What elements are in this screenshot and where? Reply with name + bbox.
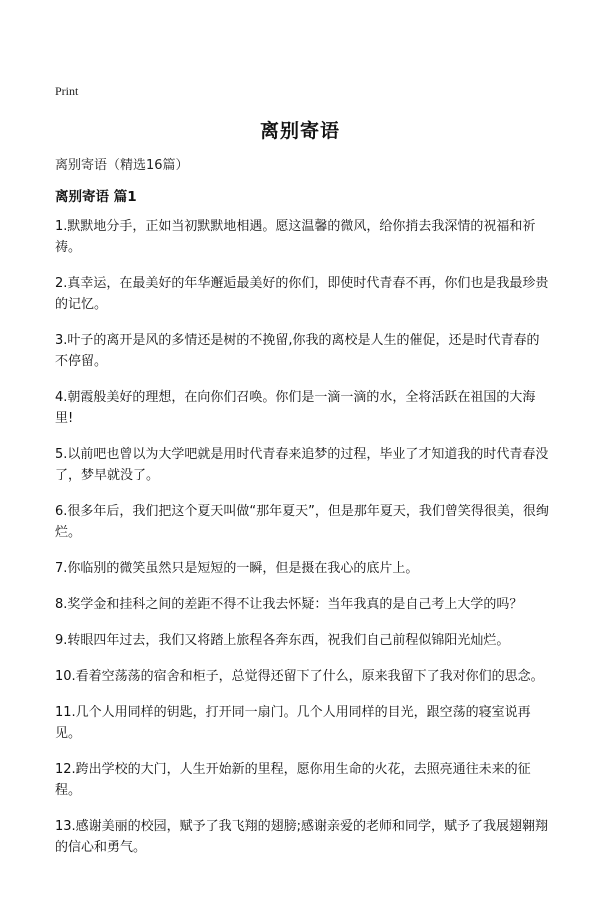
entry-item: 5.以前吧也曾以为大学吧就是用时代青春来追梦的过程，毕业了才知道我的时代青春没了，梦早就没了。	[55, 447, 549, 483]
entry-item: 10.看着空荡荡的宿舍和柜子，总觉得还留下了什么，原来我留下了我对你们的思念。	[55, 669, 544, 684]
entry-item: 1.默默地分手，正如当初默默地相遇。愿这温馨的微风，给你捎去我深情的祝福和祈祷。	[55, 219, 536, 255]
entry-item: 12.跨出学校的大门，人生开始新的里程，愿你用生命的火花，去照亮通往未来的征程。	[55, 762, 531, 798]
entry-list	[55, 216, 550, 873]
entry-item: 4.朝霞般美好的理想，在向你们召唤。你们是一滴一滴的水，全将活跃在祖国的大海里!	[55, 390, 536, 426]
entry-item: 3.叶子的离开是风的多情还是树的不挽留,你我的离校是人生的催促，还是时代青春的不停留。	[55, 333, 540, 369]
print-label: Print	[55, 84, 79, 98]
document-subtitle: 离别寄语（精选16篇）	[55, 158, 189, 173]
document-title: 离别寄语	[259, 120, 340, 142]
entry-item: 7.你临别的微笑虽然只是短短的一瞬，但是摄在我心的底片上。	[55, 561, 419, 576]
entry-item: 2.真幸运，在最美好的年华邂逅最美好的你们，即使时代青春不再，你们也是我最珍贵的记忆。	[55, 276, 549, 312]
entry-item: 13.感谢美丽的校园，赋予了我飞翔的翅膀;感谢亲爱的老师和同学，赋予了我展翅翱翔的信心和勇气。	[55, 819, 549, 855]
entry-item: 9.转眼四年过去，我们又将踏上旅程各奔东西，祝我们自己前程似锦阳光灿烂。	[55, 633, 510, 648]
entry-item: 6.很多年后，我们把这个夏天叫做“那年夏天”，但是那年夏天，我们曾笑得很美，很绚烂。	[55, 504, 549, 540]
section-heading: 离别寄语 篇1	[55, 189, 137, 205]
entry-item: 11.几个人用同样的钥匙，打开同一扇门。几个人用同样的目光，跟空荡的寝室说再见。	[55, 705, 531, 741]
entry-item: 8.奖学金和挂科之间的差距不得不让我去怀疑：当年我真的是自己考上大学的吗？	[55, 597, 523, 612]
